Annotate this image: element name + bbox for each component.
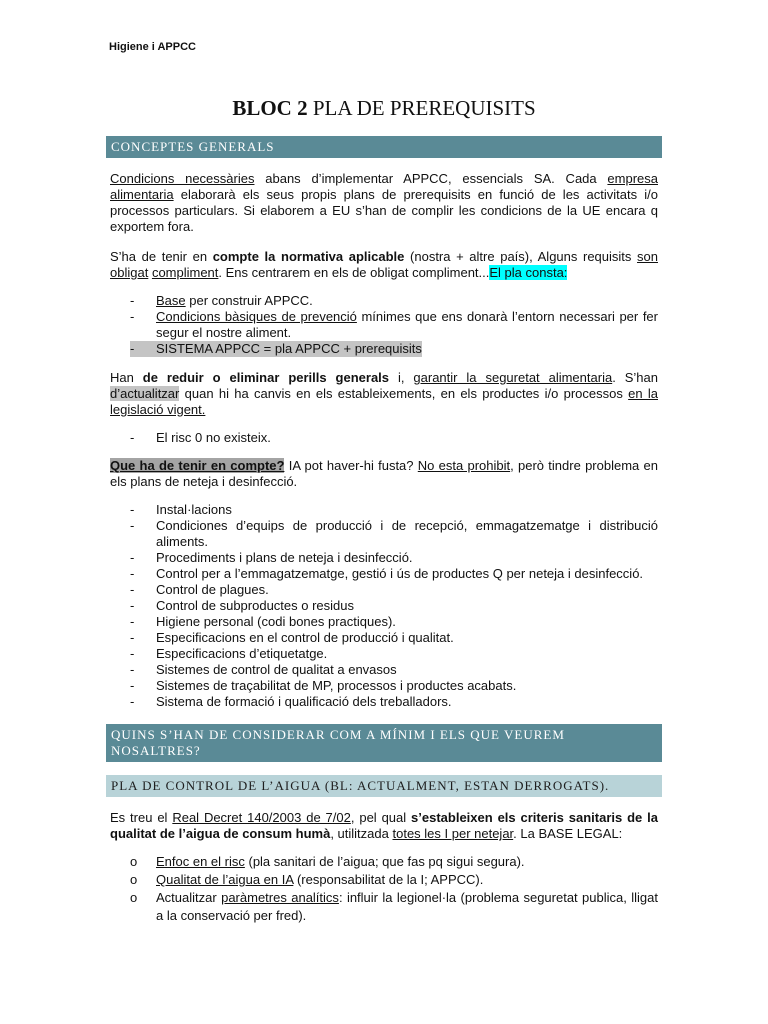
underlined-text: No esta prohibit xyxy=(417,458,511,473)
text: SISTEMA APPCC = pla APPCC + prerequisits xyxy=(156,341,422,356)
highlighted-text: Que ha de tenir en compte? xyxy=(110,458,285,473)
list-item xyxy=(130,566,658,582)
dash-bullet: - xyxy=(130,550,135,565)
list-item-text: Condiciones d’equips de producció i de recepció, emmagatzematge i distribució aliments. xyxy=(156,518,658,549)
text: , pel qual xyxy=(350,810,412,825)
list-item xyxy=(130,598,658,614)
list-item-text: Higiene personal (codi bones practiques). xyxy=(156,614,396,629)
paragraph-real-decret xyxy=(110,810,658,842)
dash-bullet: - xyxy=(130,518,135,533)
text: quan hi ha canvis en els estableixements, en els productes i/o processos xyxy=(179,386,629,401)
list-item-text: Especificacions d’etiquetatge. xyxy=(156,646,328,661)
highlighted-item xyxy=(130,341,422,357)
list-item-text: Control de plagues. xyxy=(156,582,269,597)
text: Es treu el xyxy=(110,810,173,825)
list-item xyxy=(130,293,658,309)
list-item xyxy=(130,694,658,710)
text: , però tindre problema en els plans de neteja i desinfecció. xyxy=(110,458,658,489)
bold-text: s’estableixen els criteris sanitaris de la qualitat de l’aigua de consum humà xyxy=(110,810,658,841)
list-item-text: Procediments i plans de neteja i desinfecció. xyxy=(156,550,413,565)
bold-text: compte la normativa aplicable xyxy=(212,249,405,264)
list-item xyxy=(130,678,658,694)
list-item xyxy=(130,582,658,598)
text: (pla sanitari de l’aigua; que fas pq sigui segura). xyxy=(244,854,525,869)
circle-bullet: o xyxy=(130,890,138,905)
list-item xyxy=(130,889,658,925)
text: : influir la legionel·la (problema seguretat publica, lligat a la conservació per fred). xyxy=(156,890,658,923)
paragraph-normativa xyxy=(110,249,658,281)
title-rest: PLA DE PREREQUISITS xyxy=(307,96,536,120)
dash-bullet: - xyxy=(130,646,135,661)
underlined-text: totes les I per netejar xyxy=(392,826,514,841)
circle-bullet: o xyxy=(130,872,138,887)
bold-text: de reduir o eliminar perills generals xyxy=(142,370,390,385)
list-pla-consta xyxy=(130,293,658,357)
underlined-text: Qualitat de l’aigua en IA xyxy=(156,872,294,887)
list-item xyxy=(130,646,658,662)
text: (responsabilitat de la I; APPCC). xyxy=(293,872,484,887)
list-prerequisits xyxy=(130,502,658,710)
text: , utilitzada xyxy=(330,826,393,841)
list-item xyxy=(130,853,658,871)
section-heading-quins: QUINS S’HAN DE CONSIDERAR COM A MÍNIM I ELS QUE VEUREM NOSALTRES? xyxy=(106,724,662,762)
list-item-text: Control per a l’emmagatzematge, gestió i ús de productes Q per neteja i desinfecció. xyxy=(156,566,644,581)
list-item xyxy=(130,518,658,550)
list-base-legal xyxy=(130,853,658,925)
text: . Ens centrarem en els de obligat compliment... xyxy=(218,265,490,280)
text: El risc 0 no existeix. xyxy=(156,430,271,445)
underlined-text: Condicions bàsiques de prevenció xyxy=(156,309,357,324)
highlighted-text: d’actualitzar xyxy=(110,386,180,401)
underlined-text: empresa alimentaria xyxy=(110,171,658,202)
list-item-text: Control de subproductes o residus xyxy=(156,598,355,613)
text: S’ha de tenir en xyxy=(110,249,213,264)
dash-bullet: - xyxy=(130,678,135,693)
list-item xyxy=(130,630,658,646)
text: elaborarà els seus propis plans de prerequisits en funció de les activitats i/o processos particulars. Si elaborem a EU s’han de complir les condicions de la UE encara q exportem fora. xyxy=(110,187,658,234)
underlined-text: Real Decret 140/2003 de 7/02 xyxy=(172,810,351,825)
list-item-text: Sistemes de control de qualitat a envasos xyxy=(156,662,397,677)
paragraph-que-ha xyxy=(110,458,658,490)
section-heading-aigua: PLA DE CONTROL DE L’AIGUA (BL: ACTUALMENT, ESTAN DERROGATS). xyxy=(106,775,662,797)
dash-bullet: - xyxy=(130,293,135,308)
list-item xyxy=(130,871,658,889)
dash-bullet: - xyxy=(130,694,135,709)
dash-bullet: - xyxy=(130,430,135,445)
dash-bullet: - xyxy=(130,582,135,597)
list-item xyxy=(130,430,658,446)
text: . La BASE LEGAL: xyxy=(513,826,623,841)
dash-bullet: - xyxy=(130,309,135,324)
dash-bullet: - xyxy=(130,662,135,677)
dash-bullet: - xyxy=(130,598,135,613)
dash-bullet: - xyxy=(130,341,135,356)
text: i, xyxy=(389,370,414,385)
text: abans d’implementar APPCC, essencials SA. Cada xyxy=(254,171,608,186)
text: . S’han xyxy=(612,370,658,385)
underlined-text: garantir la seguretat alimentaria xyxy=(413,370,613,385)
underlined-text: en la legislació vigent. xyxy=(110,386,658,417)
dash-bullet: - xyxy=(130,566,135,581)
underlined-text: paràmetres analítics xyxy=(221,890,339,905)
circle-bullet: o xyxy=(130,854,138,869)
list-item xyxy=(130,309,658,341)
list-item-text: Especificacions en el control de producció i qualitat. xyxy=(156,630,454,645)
list-item xyxy=(130,550,658,566)
underlined-text: son obligat xyxy=(110,249,658,280)
text: per construir APPCC. xyxy=(185,293,313,308)
running-header: Higiene i APPCC xyxy=(109,41,196,53)
underlined-text: Base xyxy=(156,293,186,308)
text: IA pot haver-hi fusta? xyxy=(284,458,418,473)
list-item-text: Sistemes de traçabilitat de MP, processos i productes acabats. xyxy=(156,678,517,693)
text: Han xyxy=(110,370,143,385)
text: Actualitzar xyxy=(156,890,222,905)
underlined-text: Enfoc en el risc xyxy=(156,854,245,869)
list-item-text: Instal·lacions xyxy=(156,502,232,517)
text: mínimes que ens donarà l’entorn necessari per fer segur el nostre aliment. xyxy=(156,309,658,340)
paragraph-condicions xyxy=(110,171,658,235)
highlighted-text: El pla consta: xyxy=(489,265,568,280)
paragraph-perills xyxy=(110,370,658,418)
list-item xyxy=(130,502,658,518)
list-risc xyxy=(130,430,658,446)
list-item xyxy=(130,614,658,630)
dash-bullet: - xyxy=(130,630,135,645)
document-title xyxy=(0,96,768,121)
dash-bullet: - xyxy=(130,502,135,517)
underlined-text: Condicions necessàries xyxy=(110,171,255,186)
section-heading-conceptes: CONCEPTES GENERALS xyxy=(106,136,662,158)
title-bold: BLOC 2 xyxy=(232,96,308,120)
list-item xyxy=(130,341,658,357)
underlined-text: compliment xyxy=(151,265,219,280)
list-item-text: Sistema de formació i qualificació dels treballadors. xyxy=(156,694,452,709)
dash-bullet: - xyxy=(130,614,135,629)
text: (nostra + altre país), Alguns requisits xyxy=(404,249,638,264)
list-item xyxy=(130,662,658,678)
